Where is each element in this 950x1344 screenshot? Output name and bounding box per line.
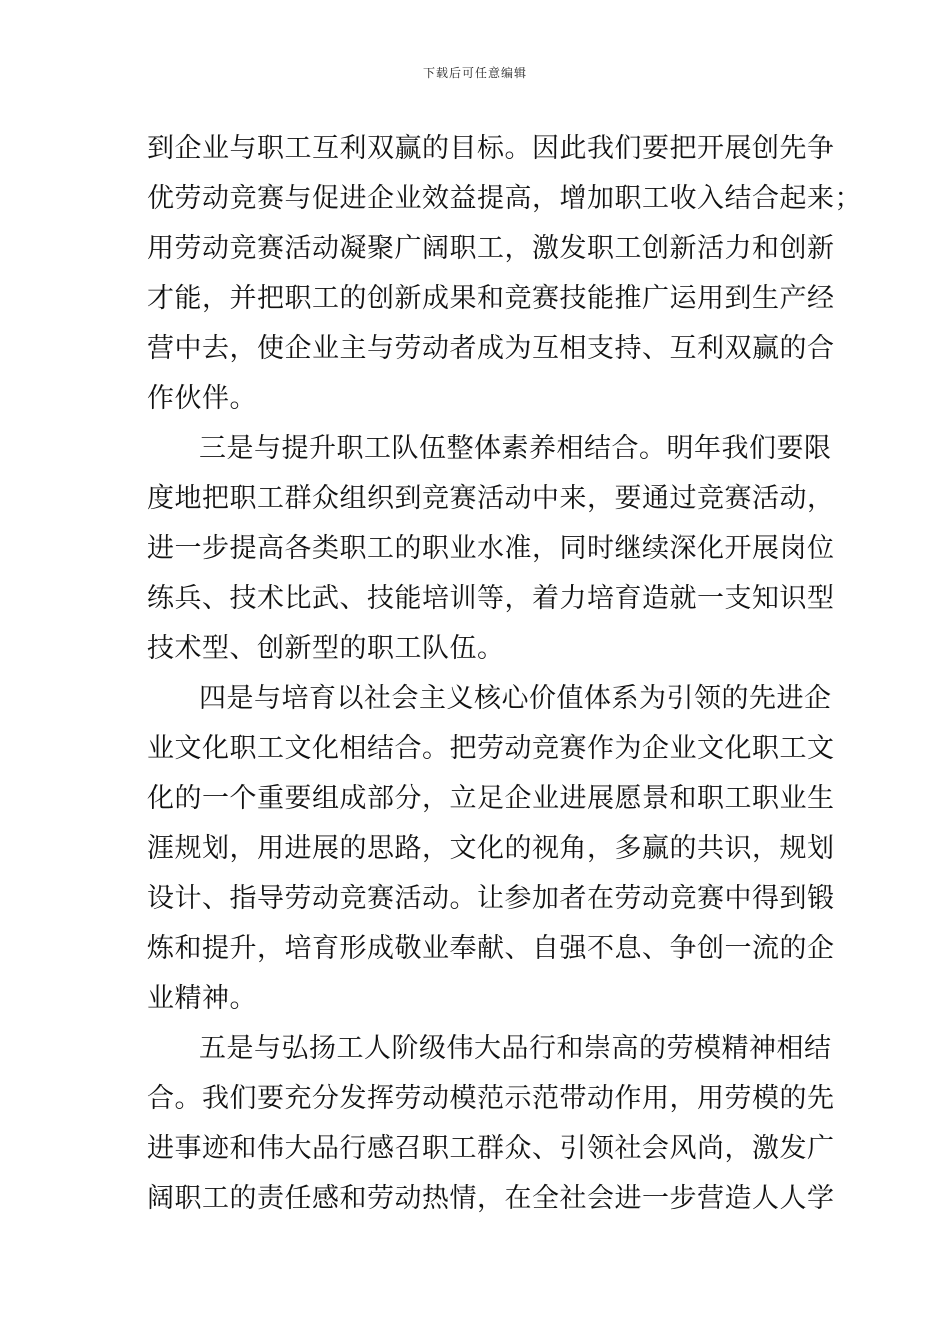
page-header: 下载后可任意编辑 [422, 66, 527, 80]
text-line: 度地把职工群众组织到竞赛活动中来，要通过竞赛活动， [147, 483, 835, 514]
paragraph-continuation [147, 124, 862, 424]
text-line: 到企业与职工互利双赢的目标。因此我们要把开展创先争 [147, 133, 835, 164]
text-line: 四是与培育以社会主义核心价值体系为引领的先进企 [199, 683, 832, 714]
text-line: 进事迹和伟大品行感召职工群众、引领社会风尚，激发广 [147, 1133, 835, 1164]
document-body [147, 124, 862, 1224]
paragraph-point-three [147, 424, 835, 674]
text-line: 技术型、创新型的职工队伍。 [147, 633, 505, 664]
text-line: 合。我们要充分发挥劳动模范示范带动作用，用劳模的先 [147, 1083, 835, 1114]
text-line: 三是与提升职工队伍整体素养相结合。明年我们要限 [199, 433, 832, 464]
text-line: 化的一个重要组成部分，立足企业进展愿景和职工职业生 [147, 783, 835, 814]
text-line: 阔职工的责任感和劳动热情，在全社会进一步营造人人学 [147, 1183, 835, 1214]
text-line: 业文化职工文化相结合。把劳动竞赛作为企业文化职工文 [147, 733, 835, 764]
text-line: 涯规划，用进展的思路，文化的视角，多赢的共识，规划 [147, 833, 835, 864]
text-line: 五是与弘扬工人阶级伟大品行和崇高的劳模精神相结 [199, 1033, 832, 1064]
text-line: 用劳动竞赛活动凝聚广阔职工，激发职工创新活力和创新 [147, 233, 835, 264]
text-line: 营中去，使企业主与劳动者成为互相支持、互利双赢的合 [147, 333, 835, 364]
paragraph-point-four [147, 674, 835, 1024]
text-line: 炼和提升，培育形成敬业奉献、自强不息、争创一流的企 [147, 933, 835, 964]
text-line: 优劳动竞赛与促进企业效益提高，增加职工收入结合起来； [147, 183, 862, 214]
text-line: 才能，并把职工的创新成果和竞赛技能推广运用到生产经 [147, 283, 835, 314]
text-line: 设计、指导劳动竞赛活动。让参加者在劳动竞赛中得到锻 [147, 883, 835, 914]
text-line: 作伙伴。 [147, 383, 257, 414]
text-line: 练兵、技术比武、技能培训等，着力培育造就一支知识型 [147, 583, 835, 614]
paragraph-point-five [147, 1024, 835, 1224]
text-line: 业精神。 [147, 983, 257, 1014]
text-line: 进一步提高各类职工的职业水准，同时继续深化开展岗位 [147, 533, 835, 564]
